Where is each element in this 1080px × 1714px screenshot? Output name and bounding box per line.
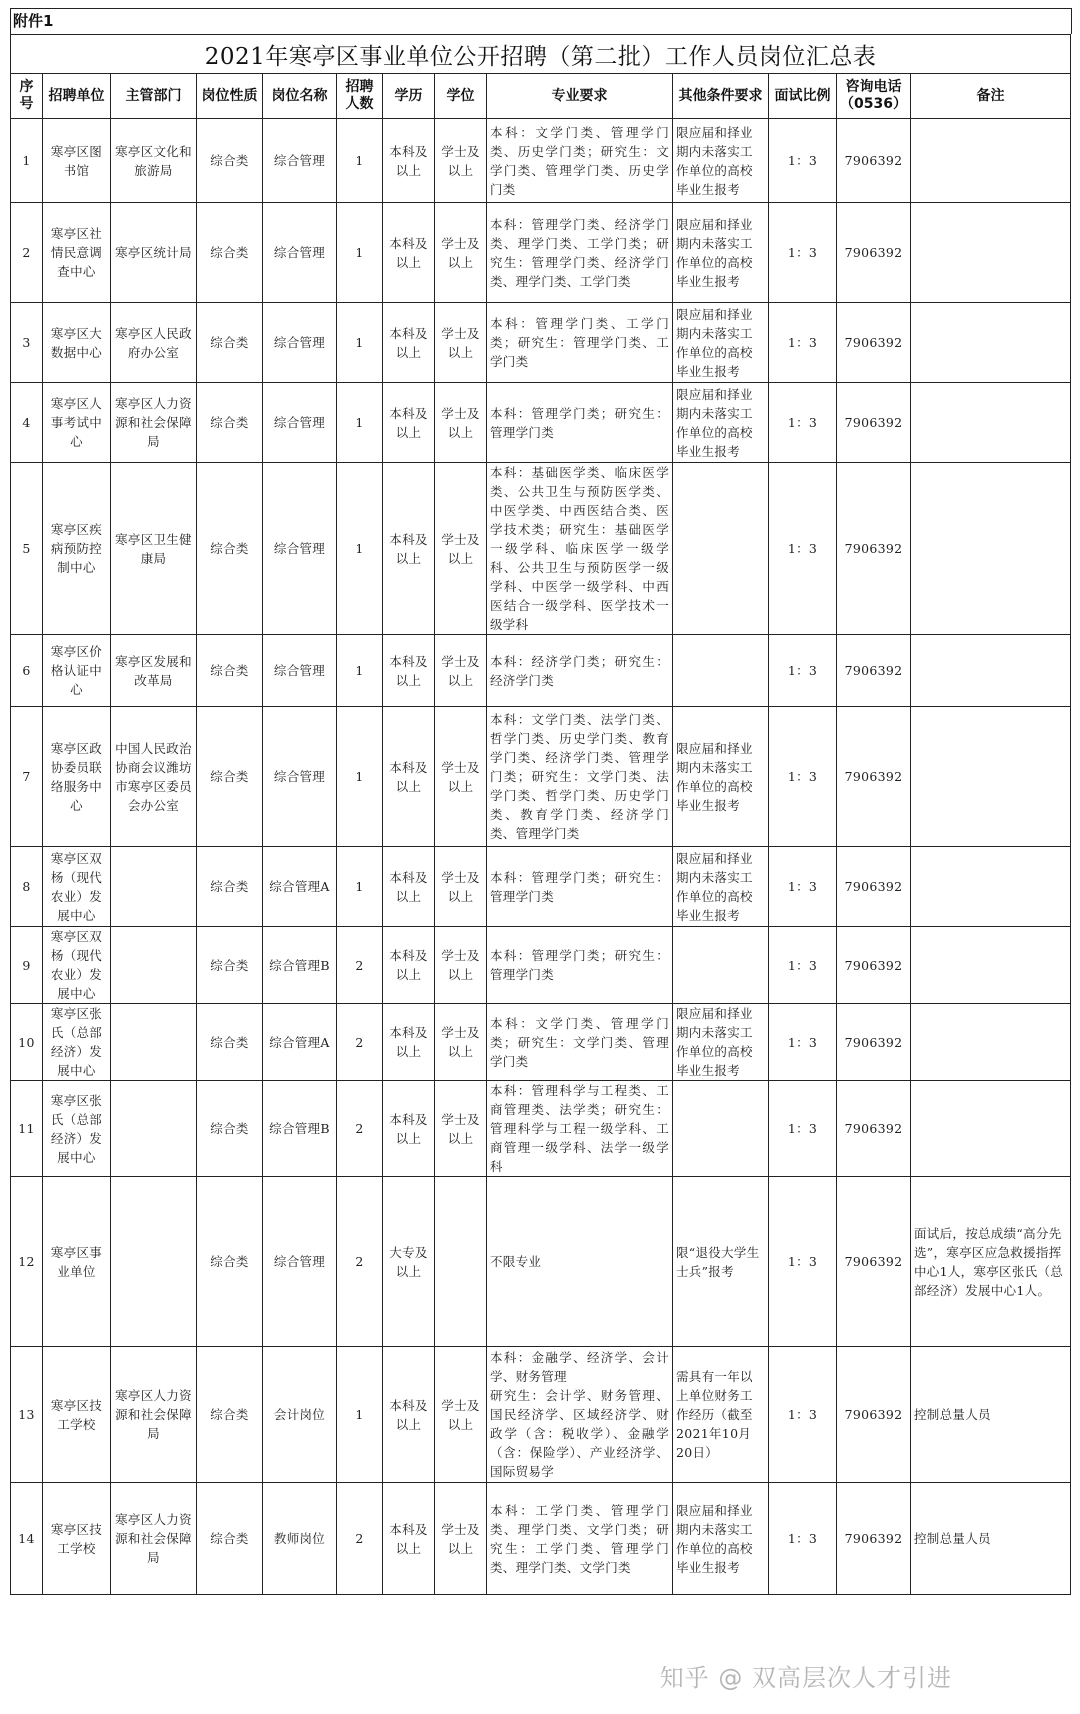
row-edu: 本科及以上 bbox=[383, 203, 435, 303]
row-edu: 本科及以上 bbox=[383, 847, 435, 927]
row-ratio: 1：3 bbox=[769, 847, 837, 927]
row-other: 限应届和择业期内未落实工作单位的高校毕业生报考 bbox=[673, 1004, 769, 1081]
row-dept: 中国人民政治协商会议潍坊市寒亭区委员会办公室 bbox=[111, 707, 197, 847]
row-no: 10 bbox=[11, 1004, 43, 1081]
row-degree: 学士及以上 bbox=[435, 119, 487, 203]
row-post: 综合管理 bbox=[263, 303, 337, 383]
row-ratio: 1：3 bbox=[769, 1004, 837, 1081]
header-nature: 岗位性质 bbox=[197, 74, 263, 119]
row-count: 1 bbox=[337, 383, 383, 463]
header-unit: 招聘单位 bbox=[43, 74, 111, 119]
row-degree: 学士及以上 bbox=[435, 303, 487, 383]
row-other bbox=[673, 635, 769, 707]
table-row bbox=[11, 303, 1071, 383]
header-no: 序号 bbox=[11, 74, 43, 119]
row-ratio: 1：3 bbox=[769, 1177, 837, 1347]
row-dept: 寒亭区统计局 bbox=[111, 203, 197, 303]
row-phone: 7906392 bbox=[837, 1483, 911, 1595]
header-post: 岗位名称 bbox=[263, 74, 337, 119]
row-unit: 寒亭区事业单位 bbox=[43, 1177, 111, 1347]
row-ratio: 1：3 bbox=[769, 1483, 837, 1595]
header-ratio: 面试比例 bbox=[769, 74, 837, 119]
header-dept: 主管部门 bbox=[111, 74, 197, 119]
row-remark: 面试后，按总成绩“高分先选”，寒亭区应急救援指挥中心1人，寒亭区张氏（总部经济）发展中心1人。 bbox=[911, 1177, 1071, 1347]
row-unit: 寒亭区双杨（现代农业）发展中心 bbox=[43, 847, 111, 927]
row-nature: 综合类 bbox=[197, 1177, 263, 1347]
row-degree: 学士及以上 bbox=[435, 1004, 487, 1081]
row-remark bbox=[911, 463, 1071, 635]
row-dept: 寒亭区人力资源和社会保障局 bbox=[111, 1347, 197, 1483]
watermark: 知乎 @ 双高层次人才引进 bbox=[659, 1664, 952, 1692]
row-other: 限应届和择业期内未落实工作单位的高校毕业生报考 bbox=[673, 847, 769, 927]
table-row bbox=[11, 635, 1071, 707]
row-degree: 学士及以上 bbox=[435, 635, 487, 707]
row-other: 限应届和择业期内未落实工作单位的高校毕业生报考 bbox=[673, 303, 769, 383]
row-no: 4 bbox=[11, 383, 43, 463]
header-phone-line2: （0536） bbox=[840, 96, 907, 112]
row-major: 本科：文学门类、管理学门类；研究生：文学门类、管理学门类 bbox=[487, 1004, 673, 1081]
row-edu: 本科及以上 bbox=[383, 635, 435, 707]
row-ratio: 1：3 bbox=[769, 119, 837, 203]
table-row bbox=[11, 847, 1071, 927]
row-no: 9 bbox=[11, 927, 43, 1004]
row-ratio: 1：3 bbox=[769, 927, 837, 1004]
row-phone: 7906392 bbox=[837, 927, 911, 1004]
row-phone: 7906392 bbox=[837, 1081, 911, 1177]
row-nature: 综合类 bbox=[197, 847, 263, 927]
row-degree: 学士及以上 bbox=[435, 1081, 487, 1177]
row-ratio: 1：3 bbox=[769, 1081, 837, 1177]
header-count bbox=[337, 74, 383, 119]
row-phone: 7906392 bbox=[837, 463, 911, 635]
table-row bbox=[11, 1004, 1071, 1081]
header-row bbox=[11, 74, 1071, 119]
row-major: 本科：管理学门类；研究生：管理学门类 bbox=[487, 847, 673, 927]
header-count-line1: 招聘 bbox=[345, 79, 374, 95]
row-count: 1 bbox=[337, 303, 383, 383]
row-unit: 寒亭区双杨（现代农业）发展中心 bbox=[43, 927, 111, 1004]
row-other bbox=[673, 927, 769, 1004]
row-nature: 综合类 bbox=[197, 707, 263, 847]
row-degree: 学士及以上 bbox=[435, 1347, 487, 1483]
row-major: 本科：金融学、经济学、会计学、财务管理 研究生：会计学、财务管理、国民经济学、区域经济学、财政学（含：税收学）、金融学（含：保险学）、产业经济学、国际贸易学 bbox=[487, 1347, 673, 1483]
row-no: 1 bbox=[11, 119, 43, 203]
row-edu: 大专及以上 bbox=[383, 1177, 435, 1347]
row-post: 综合管理 bbox=[263, 463, 337, 635]
row-count: 1 bbox=[337, 1347, 383, 1483]
row-post: 综合管理A bbox=[263, 847, 337, 927]
row-no: 12 bbox=[11, 1177, 43, 1347]
header-remark: 备注 bbox=[911, 74, 1071, 119]
row-count: 1 bbox=[337, 119, 383, 203]
table-title: 2021年寒亭区事业单位公开招聘（第二批）工作人员岗位汇总表 bbox=[11, 35, 1071, 74]
row-edu: 本科及以上 bbox=[383, 1081, 435, 1177]
row-unit: 寒亭区张氏（总部经济）发展中心 bbox=[43, 1081, 111, 1177]
row-remark bbox=[911, 927, 1071, 1004]
row-degree: 学士及以上 bbox=[435, 707, 487, 847]
row-dept: 寒亭区人民政府办公室 bbox=[111, 303, 197, 383]
row-phone: 7906392 bbox=[837, 203, 911, 303]
row-ratio: 1：3 bbox=[769, 707, 837, 847]
row-nature: 综合类 bbox=[197, 635, 263, 707]
row-other: 限应届和择业期内未落实工作单位的高校毕业生报考 bbox=[673, 1483, 769, 1595]
row-phone: 7906392 bbox=[837, 383, 911, 463]
row-no: 3 bbox=[11, 303, 43, 383]
row-count: 2 bbox=[337, 927, 383, 1004]
row-edu: 本科及以上 bbox=[383, 1347, 435, 1483]
row-remark bbox=[911, 119, 1071, 203]
row-unit: 寒亭区政协委员联络服务中心 bbox=[43, 707, 111, 847]
row-other: 限应届和择业期内未落实工作单位的高校毕业生报考 bbox=[673, 203, 769, 303]
row-major: 本科：管理学门类、工学门类；研究生：管理学门类、工学门类 bbox=[487, 303, 673, 383]
row-remark bbox=[911, 1004, 1071, 1081]
row-count: 1 bbox=[337, 707, 383, 847]
row-dept: 寒亭区人力资源和社会保障局 bbox=[111, 383, 197, 463]
row-dept: 寒亭区卫生健康局 bbox=[111, 463, 197, 635]
row-edu: 本科及以上 bbox=[383, 1004, 435, 1081]
row-count: 1 bbox=[337, 463, 383, 635]
row-nature: 综合类 bbox=[197, 1081, 263, 1177]
row-major: 本科：文学门类、法学门类、哲学门类、历史学门类、教育学门类、经济学门类、管理学门类；研究生：文学门类、法学门类、哲学门类、历史学门类、教育学门类、经济学门类、管理学门类 bbox=[487, 707, 673, 847]
table-row bbox=[11, 383, 1071, 463]
row-unit: 寒亭区图书馆 bbox=[43, 119, 111, 203]
row-major: 本科：文学门类、管理学门类、历史学门类；研究生：文学门类、管理学门类、历史学门类 bbox=[487, 119, 673, 203]
row-unit: 寒亭区张氏（总部经济）发展中心 bbox=[43, 1004, 111, 1081]
row-nature: 综合类 bbox=[197, 463, 263, 635]
row-major: 本科：基础医学类、临床医学类、公共卫生与预防医学类、中医学类、中西医结合类、医学技术类；研究生：基础医学一级学科、临床医学一级学科、公共卫生与预防医学一级学科、中医学一级学科、中西医结合一级学科、医学技术一级学科 bbox=[487, 463, 673, 635]
row-remark: 控制总量人员 bbox=[911, 1347, 1071, 1483]
row-post: 综合管理 bbox=[263, 383, 337, 463]
row-no: 5 bbox=[11, 463, 43, 635]
document-page bbox=[10, 8, 1070, 1595]
row-phone: 7906392 bbox=[837, 707, 911, 847]
header-phone-line1: 咨询电话 bbox=[845, 79, 902, 95]
row-nature: 综合类 bbox=[197, 927, 263, 1004]
row-ratio: 1：3 bbox=[769, 303, 837, 383]
row-phone: 7906392 bbox=[837, 635, 911, 707]
row-remark bbox=[911, 1081, 1071, 1177]
table-row bbox=[11, 1081, 1071, 1177]
row-dept: 寒亭区人力资源和社会保障局 bbox=[111, 1483, 197, 1595]
row-remark bbox=[911, 383, 1071, 463]
row-no: 7 bbox=[11, 707, 43, 847]
header-edu: 学历 bbox=[383, 74, 435, 119]
row-no: 8 bbox=[11, 847, 43, 927]
row-dept: 寒亭区发展和改革局 bbox=[111, 635, 197, 707]
row-remark bbox=[911, 707, 1071, 847]
row-post: 综合管理 bbox=[263, 203, 337, 303]
row-edu: 本科及以上 bbox=[383, 303, 435, 383]
row-edu: 本科及以上 bbox=[383, 927, 435, 1004]
row-major: 本科：管理学门类；研究生：管理学门类 bbox=[487, 383, 673, 463]
row-major: 不限专业 bbox=[487, 1177, 673, 1347]
row-nature: 综合类 bbox=[197, 1483, 263, 1595]
table-row bbox=[11, 463, 1071, 635]
attachment-label: 附件1 bbox=[10, 8, 1072, 34]
row-degree: 学士及以上 bbox=[435, 847, 487, 927]
row-other: 限应届和择业期内未落实工作单位的高校毕业生报考 bbox=[673, 383, 769, 463]
row-ratio: 1：3 bbox=[769, 383, 837, 463]
row-nature: 综合类 bbox=[197, 1347, 263, 1483]
table-row bbox=[11, 707, 1071, 847]
row-dept bbox=[111, 1004, 197, 1081]
row-count: 2 bbox=[337, 1177, 383, 1347]
row-remark bbox=[911, 847, 1071, 927]
row-edu: 本科及以上 bbox=[383, 463, 435, 635]
row-nature: 综合类 bbox=[197, 203, 263, 303]
row-no: 6 bbox=[11, 635, 43, 707]
table-row bbox=[11, 1177, 1071, 1347]
row-degree: 学士及以上 bbox=[435, 1483, 487, 1595]
row-other: 限应届和择业期内未落实工作单位的高校毕业生报考 bbox=[673, 707, 769, 847]
row-degree: 学士及以上 bbox=[435, 927, 487, 1004]
row-degree: 学士及以上 bbox=[435, 203, 487, 303]
row-count: 2 bbox=[337, 1004, 383, 1081]
row-count: 2 bbox=[337, 1081, 383, 1177]
row-remark bbox=[911, 303, 1071, 383]
row-dept bbox=[111, 1081, 197, 1177]
row-edu: 本科及以上 bbox=[383, 707, 435, 847]
table-row bbox=[11, 203, 1071, 303]
row-phone: 7906392 bbox=[837, 1347, 911, 1483]
row-remark bbox=[911, 635, 1071, 707]
row-dept bbox=[111, 1177, 197, 1347]
row-unit: 寒亭区技工学校 bbox=[43, 1483, 111, 1595]
row-phone: 7906392 bbox=[837, 119, 911, 203]
row-edu: 本科及以上 bbox=[383, 119, 435, 203]
row-remark: 控制总量人员 bbox=[911, 1483, 1071, 1595]
row-degree: 学士及以上 bbox=[435, 383, 487, 463]
table-row bbox=[11, 119, 1071, 203]
row-dept: 寒亭区文化和旅游局 bbox=[111, 119, 197, 203]
row-major: 本科：经济学门类；研究生：经济学门类 bbox=[487, 635, 673, 707]
row-post: 综合管理 bbox=[263, 635, 337, 707]
row-post: 综合管理B bbox=[263, 1081, 337, 1177]
row-unit: 寒亭区疾病预防控制中心 bbox=[43, 463, 111, 635]
row-phone: 7906392 bbox=[837, 847, 911, 927]
row-nature: 综合类 bbox=[197, 303, 263, 383]
row-count: 2 bbox=[337, 1483, 383, 1595]
row-no: 11 bbox=[11, 1081, 43, 1177]
header-other: 其他条件要求 bbox=[673, 74, 769, 119]
row-other: 限应届和择业期内未落实工作单位的高校毕业生报考 bbox=[673, 119, 769, 203]
row-post: 教师岗位 bbox=[263, 1483, 337, 1595]
row-post: 综合管理 bbox=[263, 119, 337, 203]
header-phone bbox=[837, 74, 911, 119]
header-degree: 学位 bbox=[435, 74, 487, 119]
row-dept bbox=[111, 927, 197, 1004]
row-ratio: 1：3 bbox=[769, 1347, 837, 1483]
row-unit: 寒亭区大数据中心 bbox=[43, 303, 111, 383]
row-ratio: 1：3 bbox=[769, 635, 837, 707]
row-edu: 本科及以上 bbox=[383, 383, 435, 463]
row-ratio: 1：3 bbox=[769, 463, 837, 635]
row-post: 综合管理 bbox=[263, 1177, 337, 1347]
row-count: 1 bbox=[337, 847, 383, 927]
row-nature: 综合类 bbox=[197, 119, 263, 203]
row-nature: 综合类 bbox=[197, 1004, 263, 1081]
row-remark bbox=[911, 203, 1071, 303]
row-count: 1 bbox=[337, 635, 383, 707]
row-major: 本科：管理学门类、经济学门类、理学门类、工学门类；研究生：管理学门类、经济学门类、理学门类、工学门类 bbox=[487, 203, 673, 303]
row-no: 13 bbox=[11, 1347, 43, 1483]
row-nature: 综合类 bbox=[197, 383, 263, 463]
row-post: 综合管理 bbox=[263, 707, 337, 847]
row-other bbox=[673, 1081, 769, 1177]
row-major: 本科：工学门类、管理学门类、理学门类、文学门类；研究生：工学门类、管理学门类、理学门类、文学门类 bbox=[487, 1483, 673, 1595]
row-degree: 学士及以上 bbox=[435, 463, 487, 635]
table-row bbox=[11, 927, 1071, 1004]
row-unit: 寒亭区人事考试中心 bbox=[43, 383, 111, 463]
row-unit: 寒亭区技工学校 bbox=[43, 1347, 111, 1483]
row-dept bbox=[111, 847, 197, 927]
row-no: 14 bbox=[11, 1483, 43, 1595]
recruitment-table bbox=[10, 34, 1071, 1595]
header-count-line2: 人数 bbox=[345, 96, 374, 112]
row-edu: 本科及以上 bbox=[383, 1483, 435, 1595]
row-phone: 7906392 bbox=[837, 303, 911, 383]
row-other: 限“退役大学生士兵”报考 bbox=[673, 1177, 769, 1347]
row-other: 需具有一年以上单位财务工作经历（截至2021年10月20日） bbox=[673, 1347, 769, 1483]
row-ratio: 1：3 bbox=[769, 203, 837, 303]
row-degree bbox=[435, 1177, 487, 1347]
table-row bbox=[11, 1347, 1071, 1483]
row-unit: 寒亭区价格认证中心 bbox=[43, 635, 111, 707]
row-post: 会计岗位 bbox=[263, 1347, 337, 1483]
row-other bbox=[673, 463, 769, 635]
row-post: 综合管理B bbox=[263, 927, 337, 1004]
row-unit: 寒亭区社情民意调查中心 bbox=[43, 203, 111, 303]
row-phone: 7906392 bbox=[837, 1004, 911, 1081]
row-post: 综合管理A bbox=[263, 1004, 337, 1081]
row-no: 2 bbox=[11, 203, 43, 303]
row-phone: 7906392 bbox=[837, 1177, 911, 1347]
table-row bbox=[11, 1483, 1071, 1595]
row-major: 本科：管理科学与工程类、工商管理类、法学类；研究生：管理科学与工程一级学科、工商管理一级学科、法学一级学科 bbox=[487, 1081, 673, 1177]
row-major: 本科：管理学门类；研究生：管理学门类 bbox=[487, 927, 673, 1004]
header-major: 专业要求 bbox=[487, 74, 673, 119]
row-count: 1 bbox=[337, 203, 383, 303]
